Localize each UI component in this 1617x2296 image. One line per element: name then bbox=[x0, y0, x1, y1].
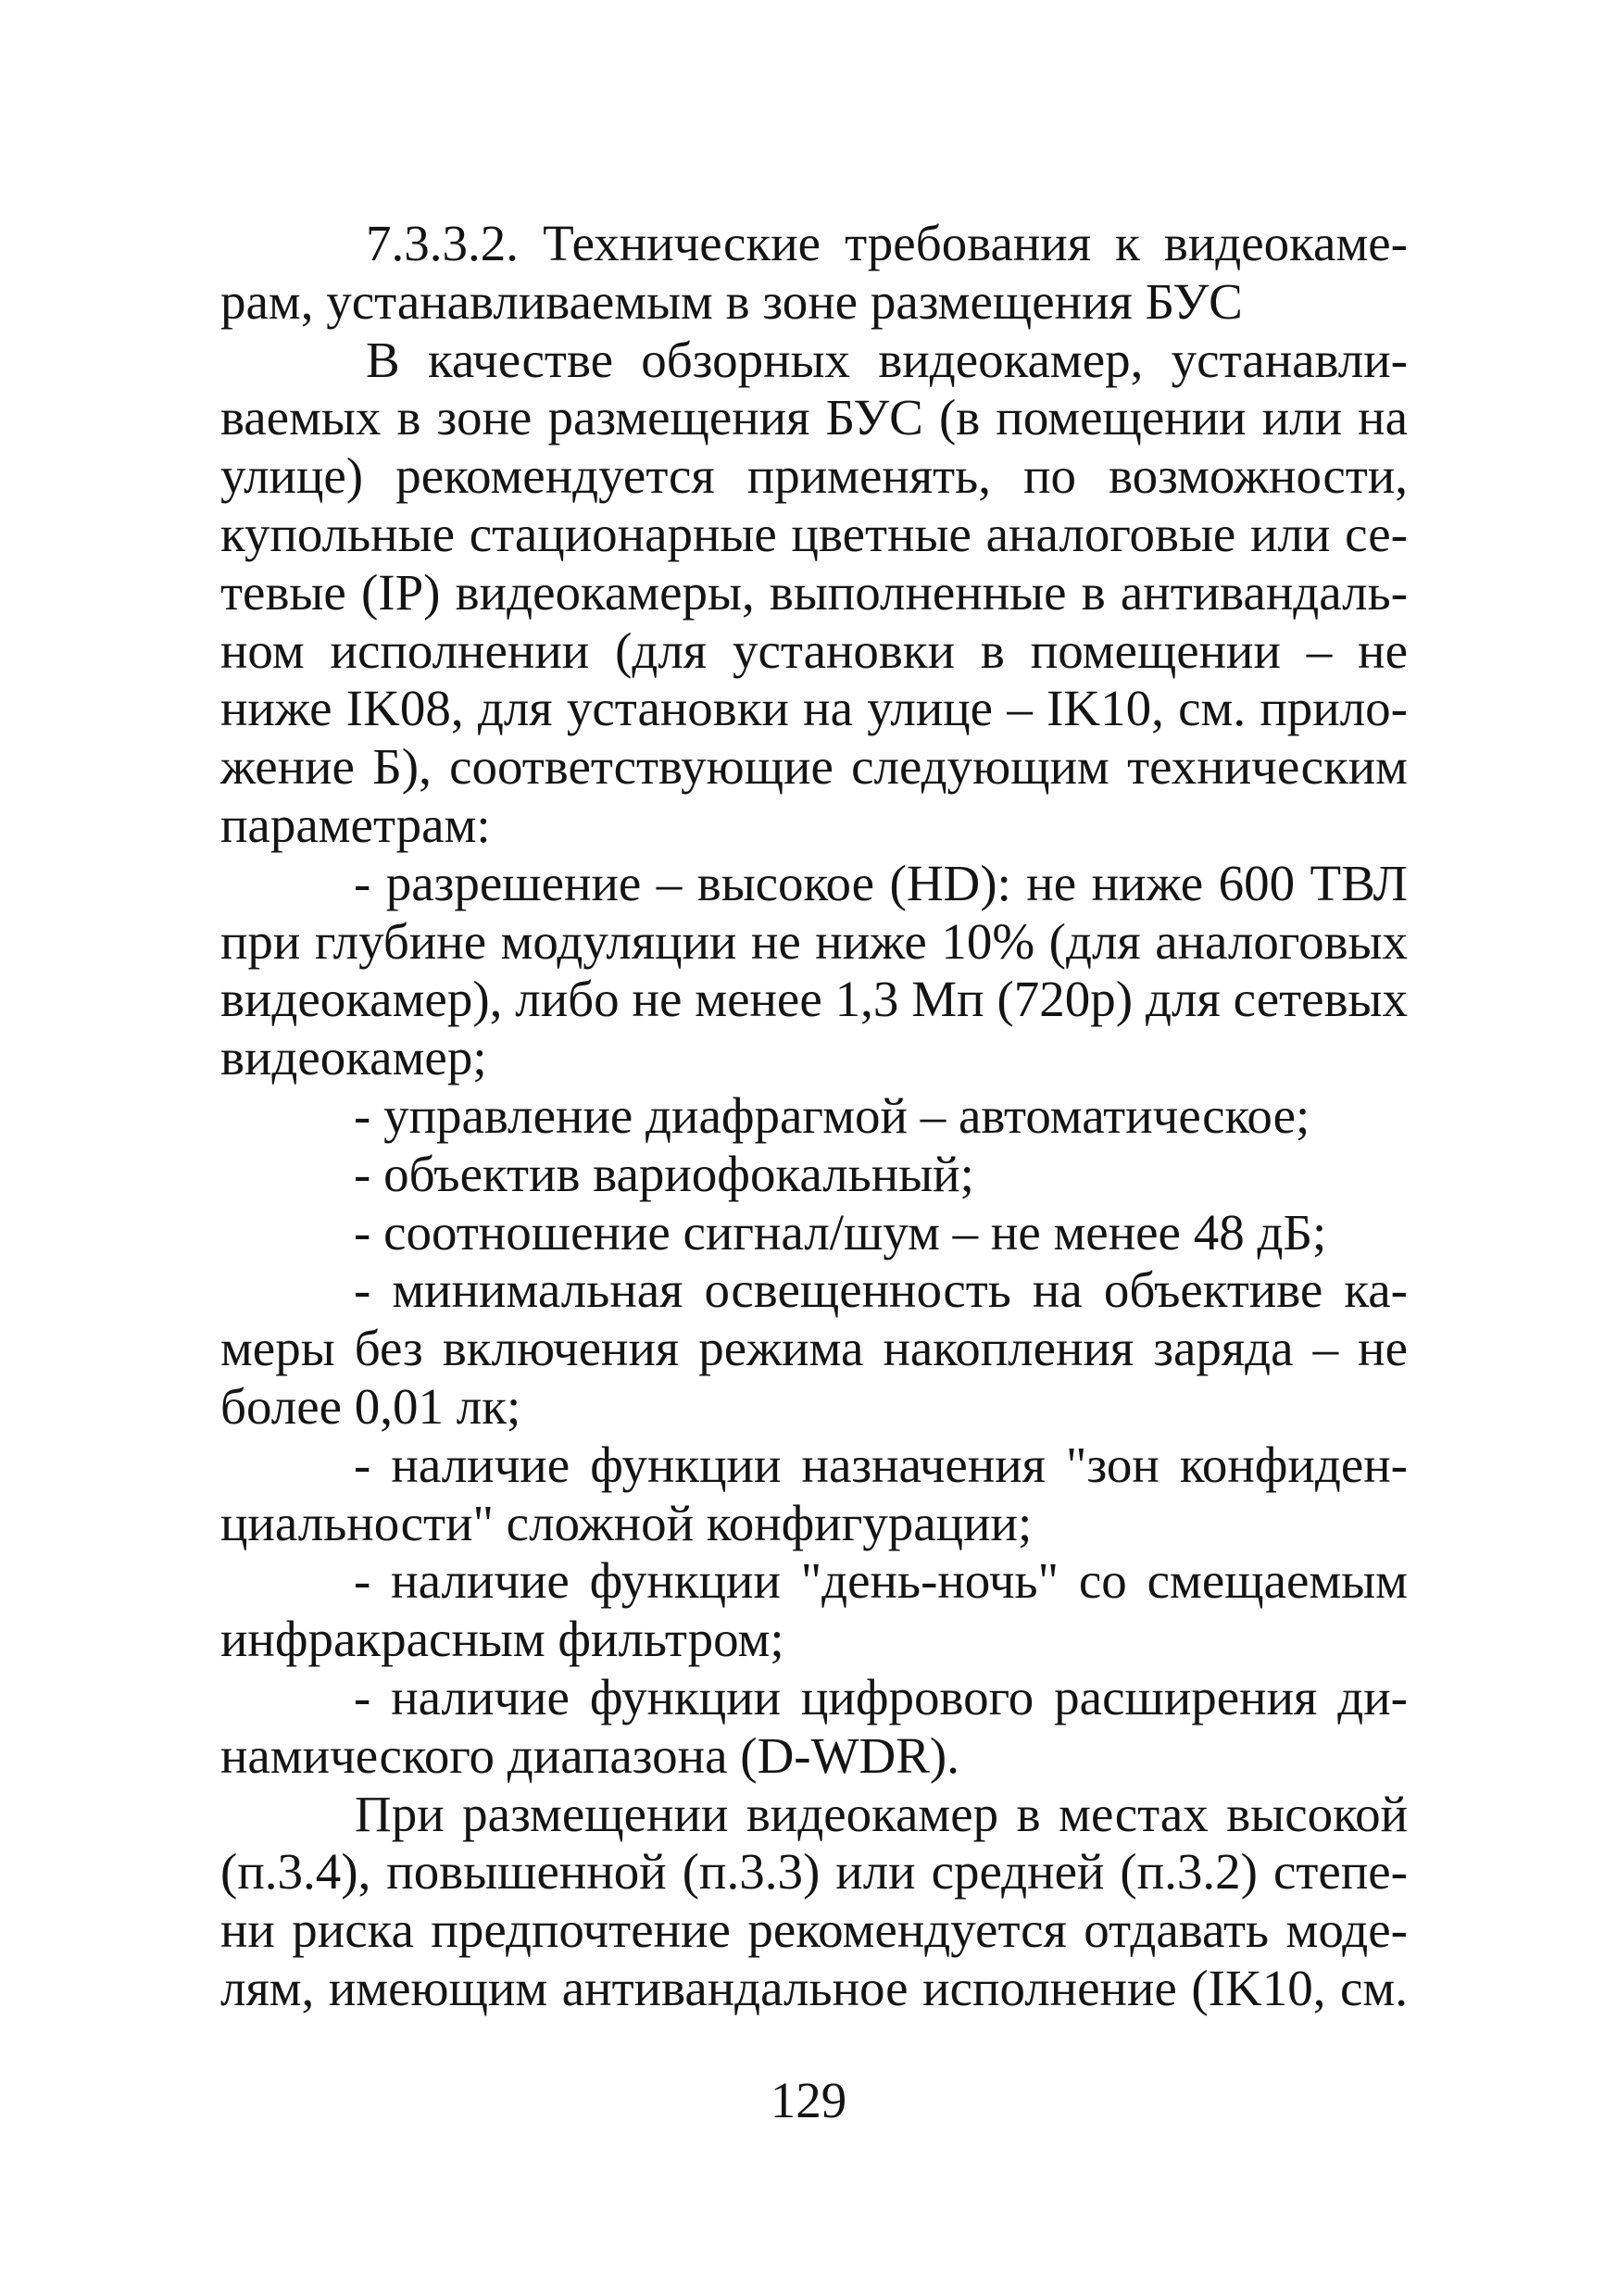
text-line: - минимальная освещенность на объективе ка- bbox=[354, 1261, 1408, 1319]
text-line: ни риска предпочтение рекомендуется отдавать моде- bbox=[220, 1901, 1408, 1959]
text-line: лям, имеющим антивандальное исполнение (IK10, см. bbox=[220, 1959, 1408, 2016]
closing-paragraph bbox=[220, 1786, 1408, 2018]
intro-paragraph bbox=[220, 332, 1408, 855]
text-line: 7.3.3.2. Технические требования к видеокаме- bbox=[366, 215, 1408, 271]
text-line: - объектив вариофокальный; bbox=[354, 1145, 974, 1202]
text-line: жение Б), соответствующие следующим техническим bbox=[220, 738, 1408, 796]
requirement-item-privacy-zones bbox=[220, 1437, 1408, 1553]
text-line: при глубине модуляции не ниже 10% (для аналоговых bbox=[220, 912, 1408, 970]
text-line: параметрам: bbox=[220, 796, 491, 853]
text-line: меры без включения режима накопления заряда – не bbox=[220, 1320, 1408, 1377]
text-line: (п.3.4), повышенной (п.3.3) или средней (п.3.2) степе- bbox=[220, 1843, 1408, 1901]
text-line: видеокамер), либо не менее 1,3 Мп (720р) для сетевых bbox=[220, 971, 1408, 1028]
text-line: ваемых в зоне размещения БУС (в помещении или на bbox=[220, 389, 1408, 446]
requirement-item-min-illumination bbox=[220, 1261, 1408, 1436]
text-line: рам, устанавливаемым в зоне размещения БУС bbox=[220, 272, 1243, 330]
requirement-item-lens bbox=[220, 1146, 1408, 1204]
text-line: В качестве обзорных видеокамер, устанавли- bbox=[366, 331, 1408, 388]
text-line: инфракрасным фильтром; bbox=[220, 1611, 784, 1668]
text-line: - наличие функции "день-ночь" со смещаемым bbox=[354, 1552, 1408, 1610]
text-line: При размещении видеокамер в местах высокой bbox=[355, 1785, 1408, 1842]
text-line: - управление диафрагмой – автоматическое; bbox=[354, 1086, 1310, 1144]
text-line: ном исполнении (для установки в помещении – не bbox=[220, 621, 1408, 679]
requirement-item-dwdr bbox=[220, 1669, 1408, 1786]
page-number: 129 bbox=[770, 2072, 847, 2128]
text-line: ниже IK08, для установки на улице – IK10, см. прило- bbox=[220, 680, 1408, 737]
text-line: улице) рекомендуется применять, по возможности, bbox=[220, 447, 1408, 505]
text-line: купольные стационарные цветные аналоговые или се- bbox=[220, 505, 1408, 562]
requirement-item-snr bbox=[220, 1204, 1408, 1262]
text-line: - наличие функции цифрового расширения ди- bbox=[354, 1668, 1408, 1725]
text-line: более 0,01 лк; bbox=[220, 1377, 521, 1435]
text-line: - наличие функции назначения "зон конфиден- bbox=[354, 1436, 1408, 1493]
text-line: намического диапазона (D-WDR). bbox=[220, 1726, 959, 1784]
section-heading bbox=[220, 215, 1408, 332]
text-line: - разрешение – высокое (HD): не ниже 600 ТВЛ bbox=[354, 854, 1408, 911]
page-body-text bbox=[220, 215, 1408, 2018]
text-line: циальности" сложной конфигурации; bbox=[220, 1494, 1033, 1551]
text-line: - соотношение сигнал/шум – не менее 48 дБ; bbox=[354, 1203, 1327, 1261]
requirement-item-iris-control bbox=[220, 1087, 1408, 1146]
requirement-item-resolution bbox=[220, 855, 1408, 1087]
requirement-item-day-night bbox=[220, 1552, 1408, 1669]
text-line: видеокамер; bbox=[220, 1029, 487, 1086]
text-line: тевые (IP) видеокамеры, выполненные в антивандаль- bbox=[220, 563, 1408, 621]
